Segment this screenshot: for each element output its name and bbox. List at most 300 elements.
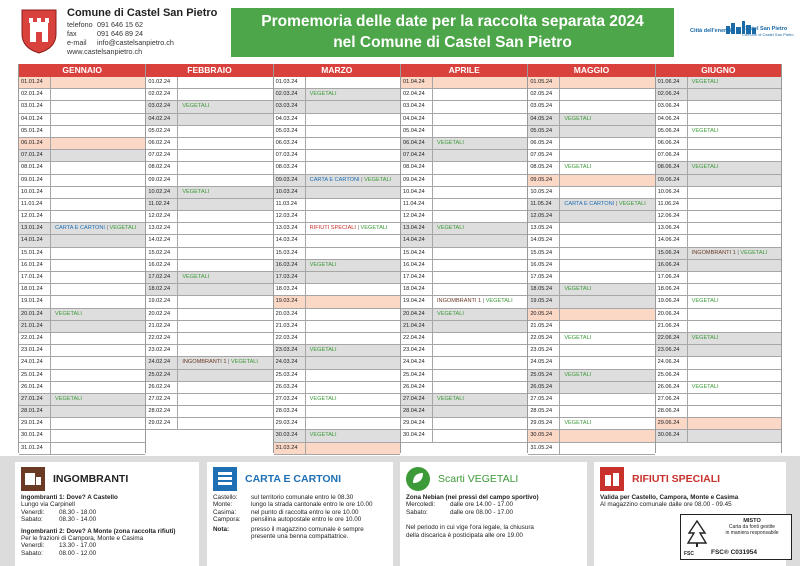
- day-row: [19, 370, 145, 382]
- day-row: [19, 418, 145, 430]
- day-date: 26.02.24: [146, 382, 178, 393]
- event-label: CARTA E CARTONI: [55, 225, 105, 232]
- day-row: [528, 296, 654, 308]
- day-row: [19, 272, 145, 284]
- day-row: [528, 114, 654, 126]
- day-date: 29.05.24: [528, 418, 560, 429]
- day-event: [306, 235, 400, 246]
- day-event: [560, 114, 654, 125]
- day-date: 28.03.24: [274, 406, 306, 417]
- card-title-vegetali: Scarti VEGETALI: [438, 473, 519, 485]
- day-row: [19, 114, 145, 126]
- day-event: [688, 187, 781, 198]
- day-row: [656, 321, 781, 333]
- day-row: [656, 394, 781, 406]
- event-label: VEGETALI: [182, 188, 210, 195]
- day-date: 01.04.24: [401, 77, 433, 88]
- day-row: [146, 77, 272, 89]
- day-event: [688, 345, 781, 356]
- day-row: [19, 101, 145, 113]
- day-event: [178, 418, 272, 429]
- day-event: [560, 89, 654, 100]
- day-date: 08.05.24: [528, 162, 560, 173]
- day-row: [274, 223, 400, 235]
- day-event: [51, 138, 145, 149]
- day-row: [528, 284, 654, 296]
- day-event: [560, 162, 654, 173]
- day-date: 28.01.24: [19, 406, 51, 417]
- day-event: [178, 284, 272, 295]
- day-event: [433, 406, 527, 417]
- day-event: [433, 321, 527, 332]
- day-row: [274, 199, 400, 211]
- day-date: 23.02.24: [146, 345, 178, 356]
- day-date: 27.05.24: [528, 394, 560, 405]
- day-row: [146, 284, 272, 296]
- day-event: [51, 101, 145, 112]
- day-date: 28.06.24: [656, 406, 688, 417]
- month-header: MARZO: [274, 64, 400, 77]
- day-row: [656, 443, 781, 455]
- carta-row: Campora: pensilina autopostale entro le ore 10.00: [213, 516, 362, 524]
- day-row: [656, 430, 781, 442]
- day-date: 14.06.24: [656, 235, 688, 246]
- day-row: [656, 77, 781, 89]
- day-date: 22.05.24: [528, 333, 560, 344]
- day-event: [688, 223, 781, 234]
- day-date: 13.01.24: [19, 223, 51, 234]
- day-row: [19, 284, 145, 296]
- day-row: [146, 260, 272, 272]
- day-event: [178, 321, 272, 332]
- day-date: 09.06.24: [656, 175, 688, 186]
- day-date: 07.01.24: [19, 150, 51, 161]
- day-date: 23.03.24: [274, 345, 306, 356]
- day-row: [528, 199, 654, 211]
- day-row: [146, 345, 272, 357]
- day-row: [656, 175, 781, 187]
- rifiuti-line: Al magazzino comunale dalle ore 08.00 - 09.45: [600, 501, 732, 509]
- month-column: [145, 64, 272, 453]
- card-title-rifiuti: RIFIUTI SPECIALI: [632, 473, 721, 485]
- day-row: [656, 345, 781, 357]
- day-row: [401, 223, 527, 235]
- day-event: [51, 321, 145, 332]
- day-date: 18.06.24: [656, 284, 688, 295]
- day-row: [274, 345, 400, 357]
- day-row: [274, 333, 400, 345]
- day-row: [146, 394, 272, 406]
- fsc-code: FSC® C031954: [711, 549, 757, 556]
- event-label: VEGETALI: [55, 310, 82, 317]
- day-date: 08.03.24: [274, 162, 306, 173]
- fsc-brand: FSC: [684, 551, 694, 557]
- day-row: [401, 309, 527, 321]
- day-event: [178, 138, 272, 149]
- day-date: 13.04.24: [401, 223, 433, 234]
- day-row: [528, 272, 654, 284]
- day-row: [19, 260, 145, 272]
- day-date: 19.02.24: [146, 296, 178, 307]
- day-row: [19, 394, 145, 406]
- day-date: 21.02.24: [146, 321, 178, 332]
- day-event: [560, 418, 654, 429]
- day-row: [274, 321, 400, 333]
- day-event: [433, 114, 527, 125]
- day-event: [433, 345, 527, 356]
- day-row: [274, 77, 400, 89]
- day-row: [401, 333, 527, 345]
- day-date: 18.04.24: [401, 284, 433, 295]
- day-row: [146, 114, 272, 126]
- day-event: [306, 126, 400, 137]
- day-row: [401, 175, 527, 187]
- day-date: 05.02.24: [146, 126, 178, 137]
- day-row: [401, 260, 527, 272]
- day-date: 17.05.24: [528, 272, 560, 283]
- day-event: [306, 309, 400, 320]
- day-event: [306, 101, 400, 112]
- day-date: 19.04.24: [401, 296, 433, 307]
- day-date: 12.05.24: [528, 211, 560, 222]
- info-section: [0, 456, 800, 566]
- day-row: [274, 370, 400, 382]
- day-row: [19, 248, 145, 260]
- day-row: [19, 430, 145, 442]
- day-date: 26.01.24: [19, 382, 51, 393]
- day-event: [433, 175, 527, 186]
- day-event: [178, 394, 272, 405]
- event-label: VEGETALI: [564, 334, 592, 341]
- day-date: 17.06.24: [656, 272, 688, 283]
- day-date: 12.03.24: [274, 211, 306, 222]
- day-event: [306, 321, 400, 332]
- event-label: VEGETALI: [691, 127, 719, 134]
- carta-row: Monte: lungo la strada cantonale entro le ore 10.00: [213, 501, 373, 509]
- day-row: [528, 248, 654, 260]
- day-date: 12.01.24: [19, 211, 51, 222]
- day-row: [19, 199, 145, 211]
- fsc-desc-1: Carta da fonti gestite: [728, 524, 776, 530]
- day-event: [560, 370, 654, 381]
- day-event: [51, 333, 145, 344]
- vegetali-row: Mercoledì: dalle ore 14.00 - 17.00: [406, 501, 514, 509]
- day-event: [306, 138, 400, 149]
- day-row: [401, 114, 527, 126]
- day-event: INGOMBRANTI 1 | VEGETALI: [691, 249, 768, 256]
- website-link[interactable]: www.castelsanpietro.ch: [67, 47, 143, 56]
- day-event: RIFIUTI SPECIALI | VEGETALI: [309, 225, 388, 232]
- day-row: [274, 126, 400, 138]
- day-row: [656, 406, 781, 418]
- day-row: [656, 284, 781, 296]
- day-date: 01.01.24: [19, 77, 51, 88]
- day-row: [274, 430, 400, 442]
- day-date: 27.02.24: [146, 394, 178, 405]
- day-event: [688, 296, 781, 307]
- day-event: [560, 430, 654, 441]
- day-event: [688, 235, 781, 246]
- day-event: [306, 418, 400, 429]
- day-row: [401, 394, 527, 406]
- day-row: [528, 394, 654, 406]
- day-event: [51, 394, 145, 405]
- day-date: 18.03.24: [274, 284, 306, 295]
- day-row: [528, 235, 654, 247]
- ingombranti-2-place: Per le frazioni di Campora, Monte e Casima: [21, 535, 144, 543]
- event-label: VEGETALI: [182, 274, 210, 280]
- event-label: VEGETALI: [436, 395, 464, 402]
- event-label: VEGETALI: [309, 91, 337, 98]
- day-date: 18.02.24: [146, 284, 178, 295]
- day-row: [401, 187, 527, 199]
- day-event: [178, 89, 272, 100]
- day-row: [146, 187, 272, 199]
- ingombranti-2-row: Sabato: 08.00 - 12.00: [21, 549, 97, 557]
- day-date: 08.01.24: [19, 162, 51, 173]
- day-date: 01.05.24: [528, 77, 560, 88]
- day-event: [178, 150, 272, 161]
- event-label: VEGETALI: [691, 334, 719, 341]
- day-event: [560, 126, 654, 137]
- day-event: [433, 333, 527, 344]
- day-event: [688, 150, 781, 161]
- day-event: [560, 357, 654, 368]
- day-event: [178, 235, 272, 246]
- day-row: [19, 77, 145, 89]
- day-event: [688, 126, 781, 137]
- day-row: [656, 150, 781, 162]
- day-row: [146, 418, 272, 430]
- day-date: 17.03.24: [274, 272, 306, 283]
- day-event: [51, 187, 145, 198]
- day-row: [656, 333, 781, 345]
- day-date: 15.01.24: [19, 248, 51, 259]
- carta-note: Nota: presso il magazzino comunale è sempre presente una benna compattatrice.: [213, 525, 364, 541]
- day-event: [433, 309, 527, 320]
- day-event: [51, 211, 145, 222]
- day-row: [401, 101, 527, 113]
- day-event: [560, 77, 654, 88]
- day-row: [146, 199, 272, 211]
- day-event: [51, 77, 145, 88]
- day-row: [19, 223, 145, 235]
- day-event: [306, 296, 400, 307]
- day-date: 15.06.24: [656, 248, 688, 259]
- day-date: 01.06.24: [656, 77, 688, 88]
- event-label: VEGETALI: [485, 298, 513, 305]
- day-row: [528, 260, 654, 272]
- day-date: 06.02.24: [146, 138, 178, 149]
- day-date: 13.06.24: [656, 223, 688, 234]
- month-header: MAGGIO: [528, 64, 654, 77]
- event-label: VEGETALI: [564, 371, 592, 378]
- day-date: 24.01.24: [19, 357, 51, 368]
- vegetali-heading: Zona Nebian (nei pressi del campo sportivo): [406, 494, 539, 501]
- day-event: [688, 309, 781, 320]
- day-row: [274, 272, 400, 284]
- day-event: [51, 199, 145, 210]
- day-row: [528, 187, 654, 199]
- day-date: 05.04.24: [401, 126, 433, 137]
- card-ingombranti: [15, 462, 199, 566]
- day-event: [178, 260, 272, 271]
- day-date: 17.01.24: [19, 272, 51, 283]
- day-event: [688, 418, 781, 429]
- carta-row: Casima: nel punto di raccolta entro le ore 10.00: [213, 508, 359, 516]
- day-event: [560, 321, 654, 332]
- day-event: [433, 89, 527, 100]
- day-date: 03.03.24: [274, 101, 306, 112]
- day-event: [560, 211, 654, 222]
- ingombranti-1-heading: Ingombranti 1: Dove? A Castello: [21, 494, 118, 501]
- day-date: 12.06.24: [656, 211, 688, 222]
- event-label: RIFIUTI SPECIALI: [309, 225, 356, 232]
- day-event: [51, 418, 145, 429]
- card-title-ingombranti: INGOMBRANTI: [53, 473, 129, 485]
- day-date: 14.02.24: [146, 235, 178, 246]
- day-event: [51, 114, 145, 125]
- day-row: [146, 162, 272, 174]
- day-row: [528, 223, 654, 235]
- day-date: 22.06.24: [656, 333, 688, 344]
- day-date: 04.03.24: [274, 114, 306, 125]
- day-row: [19, 296, 145, 308]
- day-event: [433, 235, 527, 246]
- day-date: 02.06.24: [656, 89, 688, 100]
- day-row: [528, 89, 654, 101]
- collection-calendar: [18, 64, 782, 453]
- day-date: 24.06.24: [656, 357, 688, 368]
- day-date: 31.03.24: [274, 443, 306, 454]
- day-row: [146, 321, 272, 333]
- day-date: 15.03.24: [274, 248, 306, 259]
- day-date: 10.01.24: [19, 187, 51, 198]
- day-event: [178, 406, 272, 417]
- day-date: 04.04.24: [401, 114, 433, 125]
- day-event: [306, 370, 400, 381]
- event-label: CARTA E CARTONI: [309, 176, 360, 183]
- month-column: [527, 64, 654, 453]
- day-event: [306, 345, 400, 356]
- day-date: 08.06.24: [656, 162, 688, 173]
- day-date: 11.04.24: [401, 199, 433, 210]
- day-date: 01.03.24: [274, 77, 306, 88]
- day-date: 02.03.24: [274, 89, 306, 100]
- day-event: [306, 187, 400, 198]
- day-row: [274, 175, 400, 187]
- day-date: 16.04.24: [401, 260, 433, 271]
- day-event: [51, 382, 145, 393]
- day-row: [656, 89, 781, 101]
- day-row: [528, 211, 654, 223]
- day-event: [306, 77, 400, 88]
- day-date: 10.04.24: [401, 187, 433, 198]
- day-date: 27.04.24: [401, 394, 433, 405]
- event-label: VEGETALI: [309, 395, 337, 402]
- day-event: [560, 235, 654, 246]
- day-row: [528, 418, 654, 430]
- day-date: 21.06.24: [656, 321, 688, 332]
- day-row: [19, 138, 145, 150]
- day-event: [51, 284, 145, 295]
- day-event: [51, 357, 145, 368]
- day-event: [178, 114, 272, 125]
- day-date: 20.03.24: [274, 309, 306, 320]
- day-date: 20.02.24: [146, 309, 178, 320]
- day-event: [560, 260, 654, 271]
- day-date: 28.02.24: [146, 406, 178, 417]
- day-row: [656, 370, 781, 382]
- day-date: 23.01.24: [19, 345, 51, 356]
- day-event: [51, 443, 145, 454]
- day-row: [19, 443, 145, 455]
- day-event: [688, 101, 781, 112]
- day-row: [274, 406, 400, 418]
- rifiuti-heading: Valida per Castello, Campora, Monte e Casima: [600, 494, 739, 501]
- day-event: [433, 284, 527, 295]
- day-date: 09.02.24: [146, 175, 178, 186]
- vegetali-note-2: della discarica è posticipata alle ore 19.00: [406, 531, 523, 539]
- day-row: [146, 309, 272, 321]
- card-title-carta: CARTA E CARTONI: [245, 473, 342, 485]
- day-event: [688, 321, 781, 332]
- day-event: [433, 223, 527, 234]
- day-row: [146, 175, 272, 187]
- day-event: [51, 406, 145, 417]
- logo-castel-san-pietro: Castel San Pietro Comune di Castel San Pietro: [742, 26, 794, 37]
- day-event: [433, 357, 527, 368]
- day-date: 25.02.24: [146, 370, 178, 381]
- day-row: [19, 333, 145, 345]
- day-date: 17.02.24: [146, 272, 178, 283]
- day-date: 21.01.24: [19, 321, 51, 332]
- day-row: [146, 430, 272, 442]
- day-date: 07.04.24: [401, 150, 433, 161]
- day-event: [306, 406, 400, 417]
- day-date: 10.05.24: [528, 187, 560, 198]
- day-row: [146, 370, 272, 382]
- day-date: 10.02.24: [146, 187, 178, 198]
- day-date: 15.04.24: [401, 248, 433, 259]
- month-column: [655, 64, 782, 453]
- day-event: [433, 101, 527, 112]
- day-event: [178, 296, 272, 307]
- day-event: [560, 333, 654, 344]
- day-row: [146, 248, 272, 260]
- day-event: [306, 430, 400, 441]
- day-row: [528, 77, 654, 89]
- day-date: 26.04.24: [401, 382, 433, 393]
- day-row: [401, 138, 527, 150]
- month-column: [273, 64, 400, 453]
- day-date: 02.04.24: [401, 89, 433, 100]
- day-date: 20.01.24: [19, 309, 51, 320]
- day-date: 19.05.24: [528, 296, 560, 307]
- day-event: [688, 333, 781, 344]
- event-label: INGOMBRANTI 1: [182, 359, 227, 366]
- day-row: [401, 150, 527, 162]
- fsc-desc-2: in maniera responsabile: [725, 530, 779, 536]
- day-date: 29.01.24: [19, 418, 51, 429]
- day-date: 11.01.24: [19, 199, 51, 210]
- contact-email: e-mail info@castelsanpietro.ch: [67, 38, 174, 47]
- title-line-2: nel Comune di Castel San Pietro: [333, 34, 572, 51]
- day-event: [306, 211, 400, 222]
- day-row: [19, 211, 145, 223]
- day-date: 21.03.24: [274, 321, 306, 332]
- day-row: [274, 284, 400, 296]
